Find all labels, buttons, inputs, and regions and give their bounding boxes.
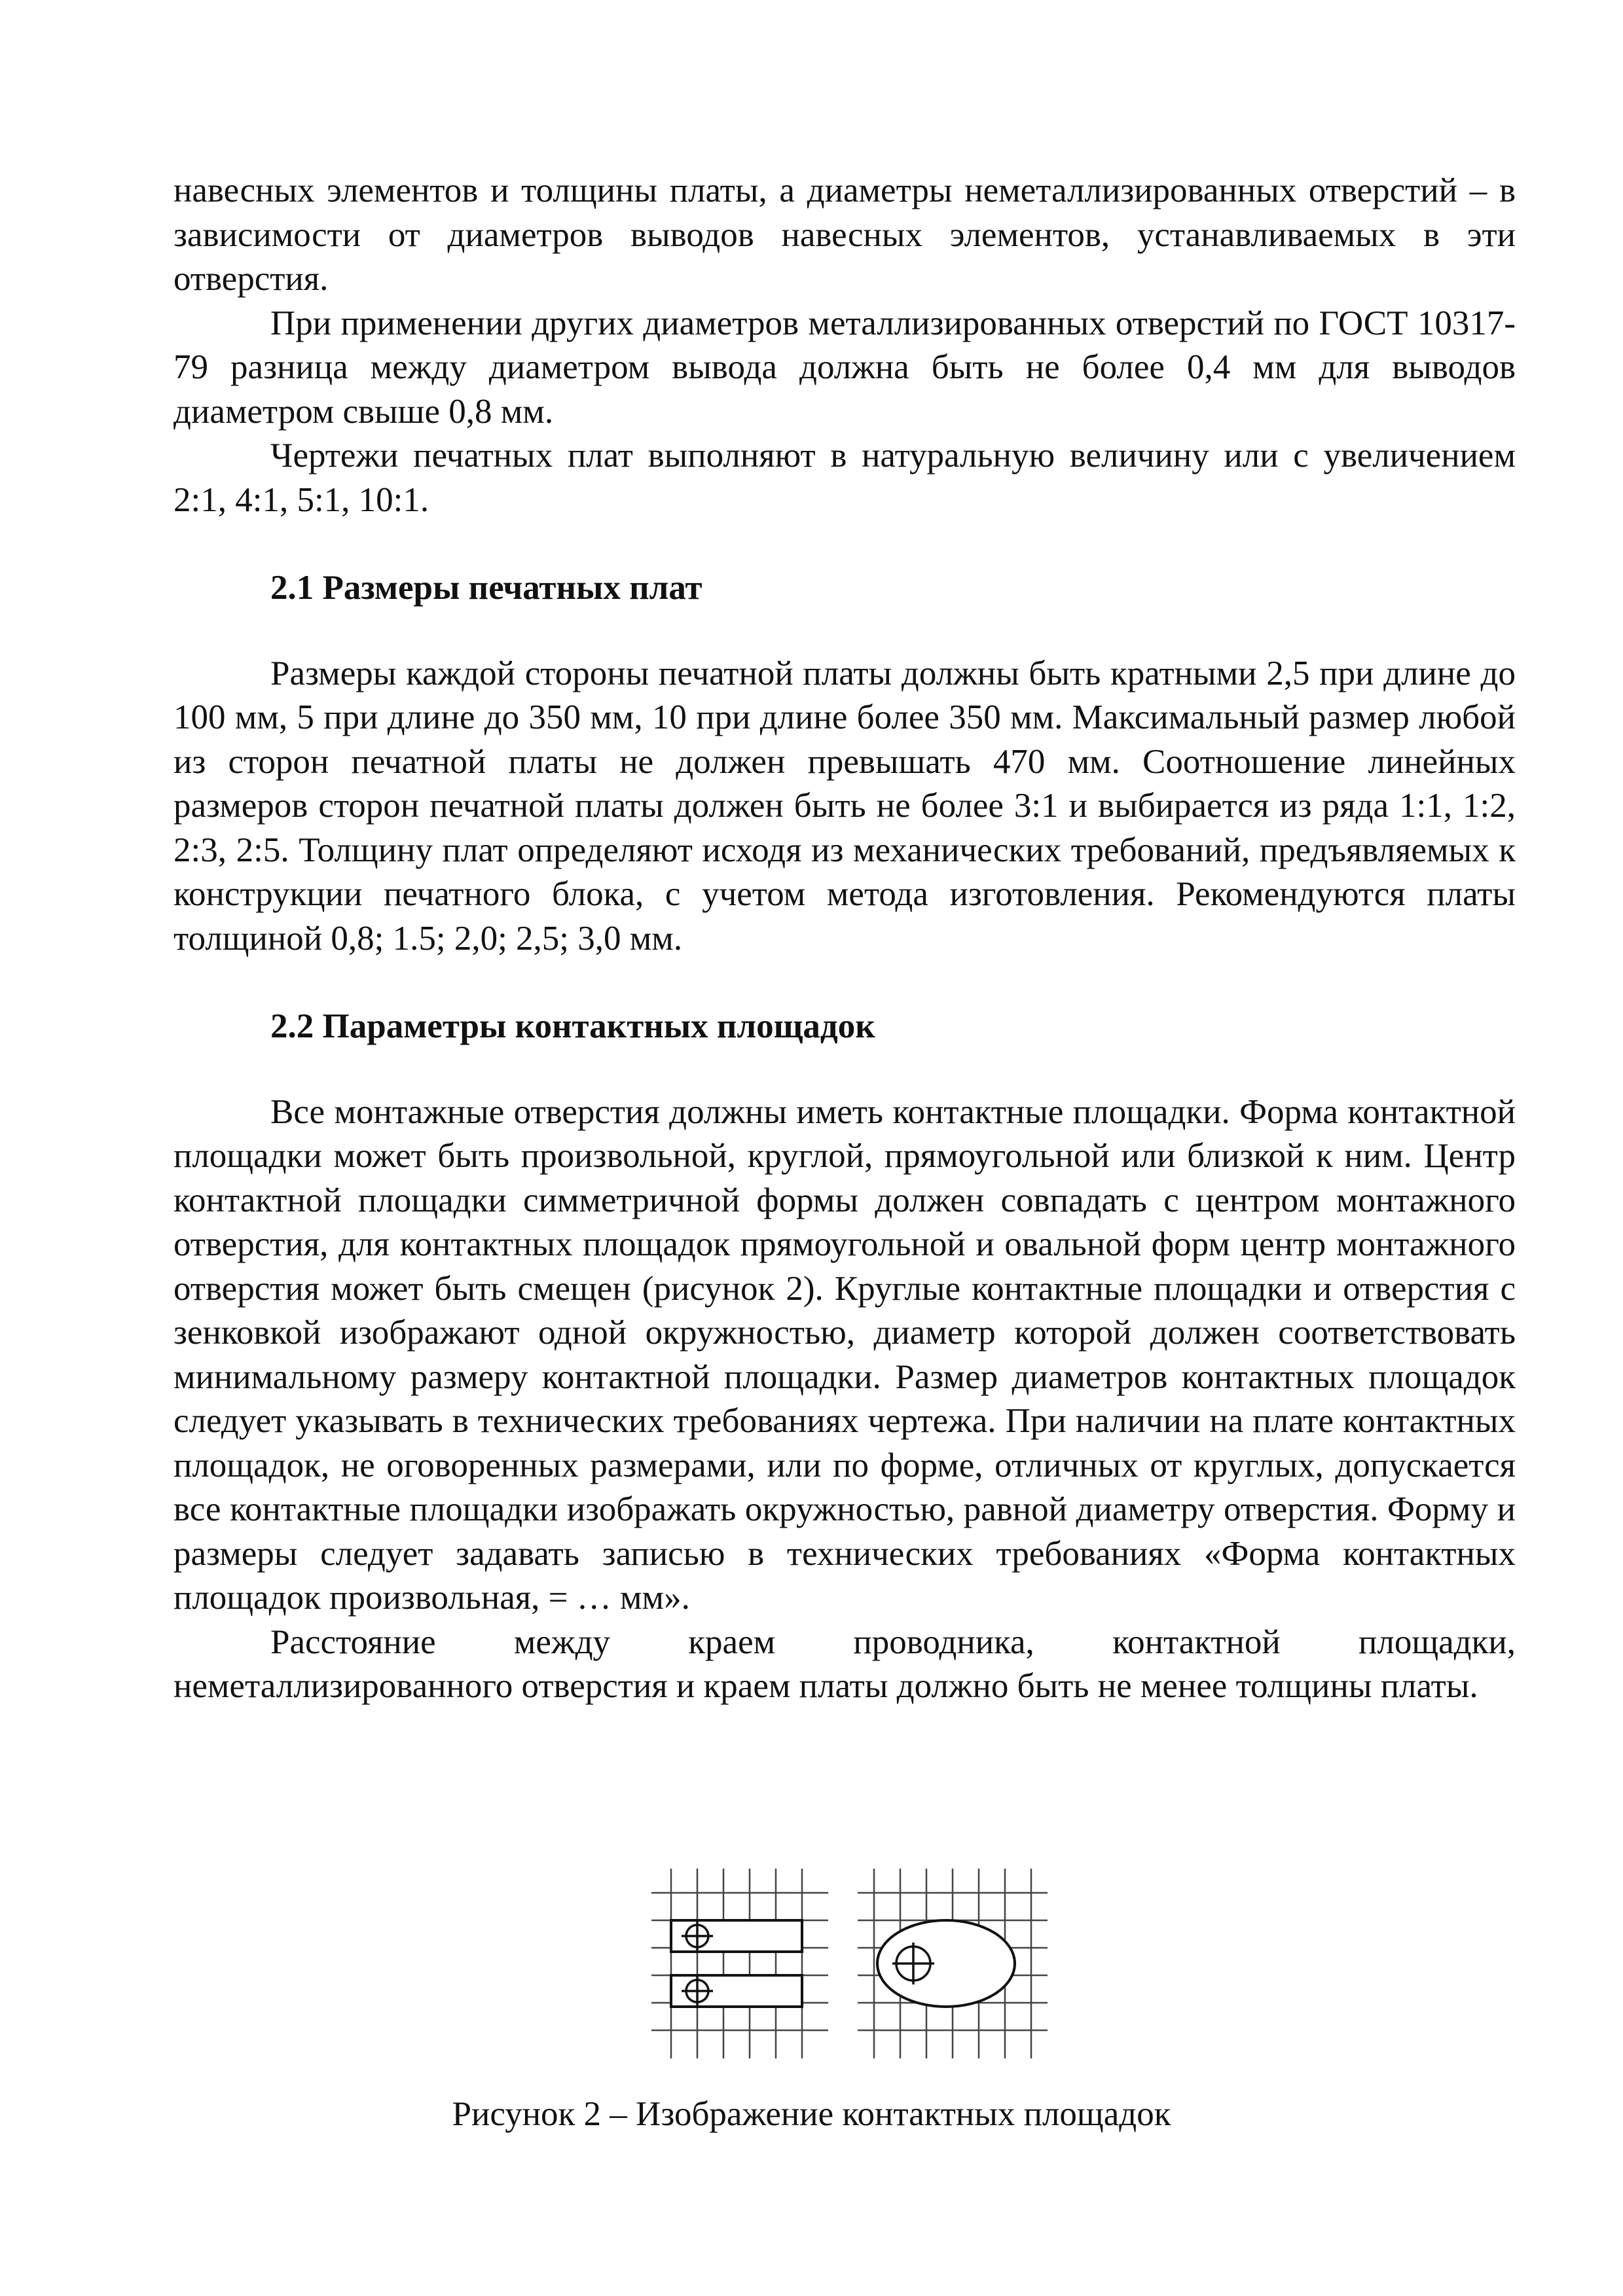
figure-caption: Рисунок 2 – Изображение контактных площадок [452, 2095, 1171, 2133]
rect-pads [671, 1920, 802, 2007]
oval-pad-drawing [854, 1865, 1051, 2062]
paragraph-edge-distance: Расстояние между краем проводника, контактной площадки, неметаллизированного отверстия и краем платы должно быть не менее толщины платы. [173, 1623, 1516, 1705]
section-heading-2-2: 2.2 Параметры контактных площадок [270, 1007, 875, 1045]
rectangular-pads-drawing [645, 1865, 835, 2062]
text-column [173, 169, 1516, 1709]
paragraph-contact-pads: Все монтажные отверстия должны иметь контактные площадки. Форма контактной площадки может быть произвольной, круглой, прямоугольной или близкой к ним. Центр контактной площадки симметричной формы должен совпадать с центром монтажного отверстия, для контактных площадок прямоугольной и овальной форм центр монтажного отверстия может быть смещен (рисунок 2). Круглые контактные площадки и отверстия с зенковкой изображают одной окружностью, диаметр которой должен соответствовать минимальному размеру контактной площадки. Размер диаметров контактных площадок следует указывать в технических требованиях чертежа. При наличии на плате контактных площадок, не оговоренных размерами, или по форме, отличных от круглых, допускается все контактные площадки изображать окружностью, равной диаметру отверстия. Форму и размеры следует задавать записью в технических требованиях «Форма контактных площадок произвольная, = … мм». [173, 1092, 1516, 1617]
section-heading-2-1: 2.1 Размеры печатных плат [270, 569, 702, 607]
figure-contact-pads [645, 1865, 1051, 2068]
paragraph-continuation: навесных элементов и толщины платы, а диаметры неметаллизированных отверстий – в зависимости от диаметров выводов навесных элементов, устанавливаемых в эти отверстия. [173, 171, 1516, 298]
spacer [173, 611, 1516, 652]
spacer [173, 961, 1516, 1005]
spacer [173, 522, 1516, 566]
paragraph-drawing-scale: Чертежи печатных плат выполняют в натуральную величину или с увеличением 2:1, 4:1, 5:1, 10:1. [173, 437, 1516, 519]
grid-lines-left [651, 1869, 828, 2058]
spacer [173, 1049, 1516, 1090]
paragraph-board-sizes: Размеры каждой стороны печатной платы должны быть кратными 2,5 при длине до 100 мм, 5 при длине до 350 мм, 10 при длине более 350 мм. Максимальный размер любой из сторон печатной платы не должен превышать 470 мм. Соотношение линейных размеров сторон печатной платы должен быть не более 3:1 и выбирается из ряда 1:1, 1:2, 2:3, 2:5. Толщину плат определяют исходя из механических требований, предъявляемых к конструкции печатного блока, с учетом метода изготовления. Рекомендуются платы толщиной 0,8; 1.5; 2,0; 2,5; 3,0 мм. [173, 654, 1516, 958]
paragraph-gost-diameters: При применении других диаметров металлизированных отверстий по ГОСТ 10317-79 разница между диаметром вывода должна быть не более 0,4 мм для выводов диаметром свыше 0,8 мм. [173, 304, 1516, 431]
